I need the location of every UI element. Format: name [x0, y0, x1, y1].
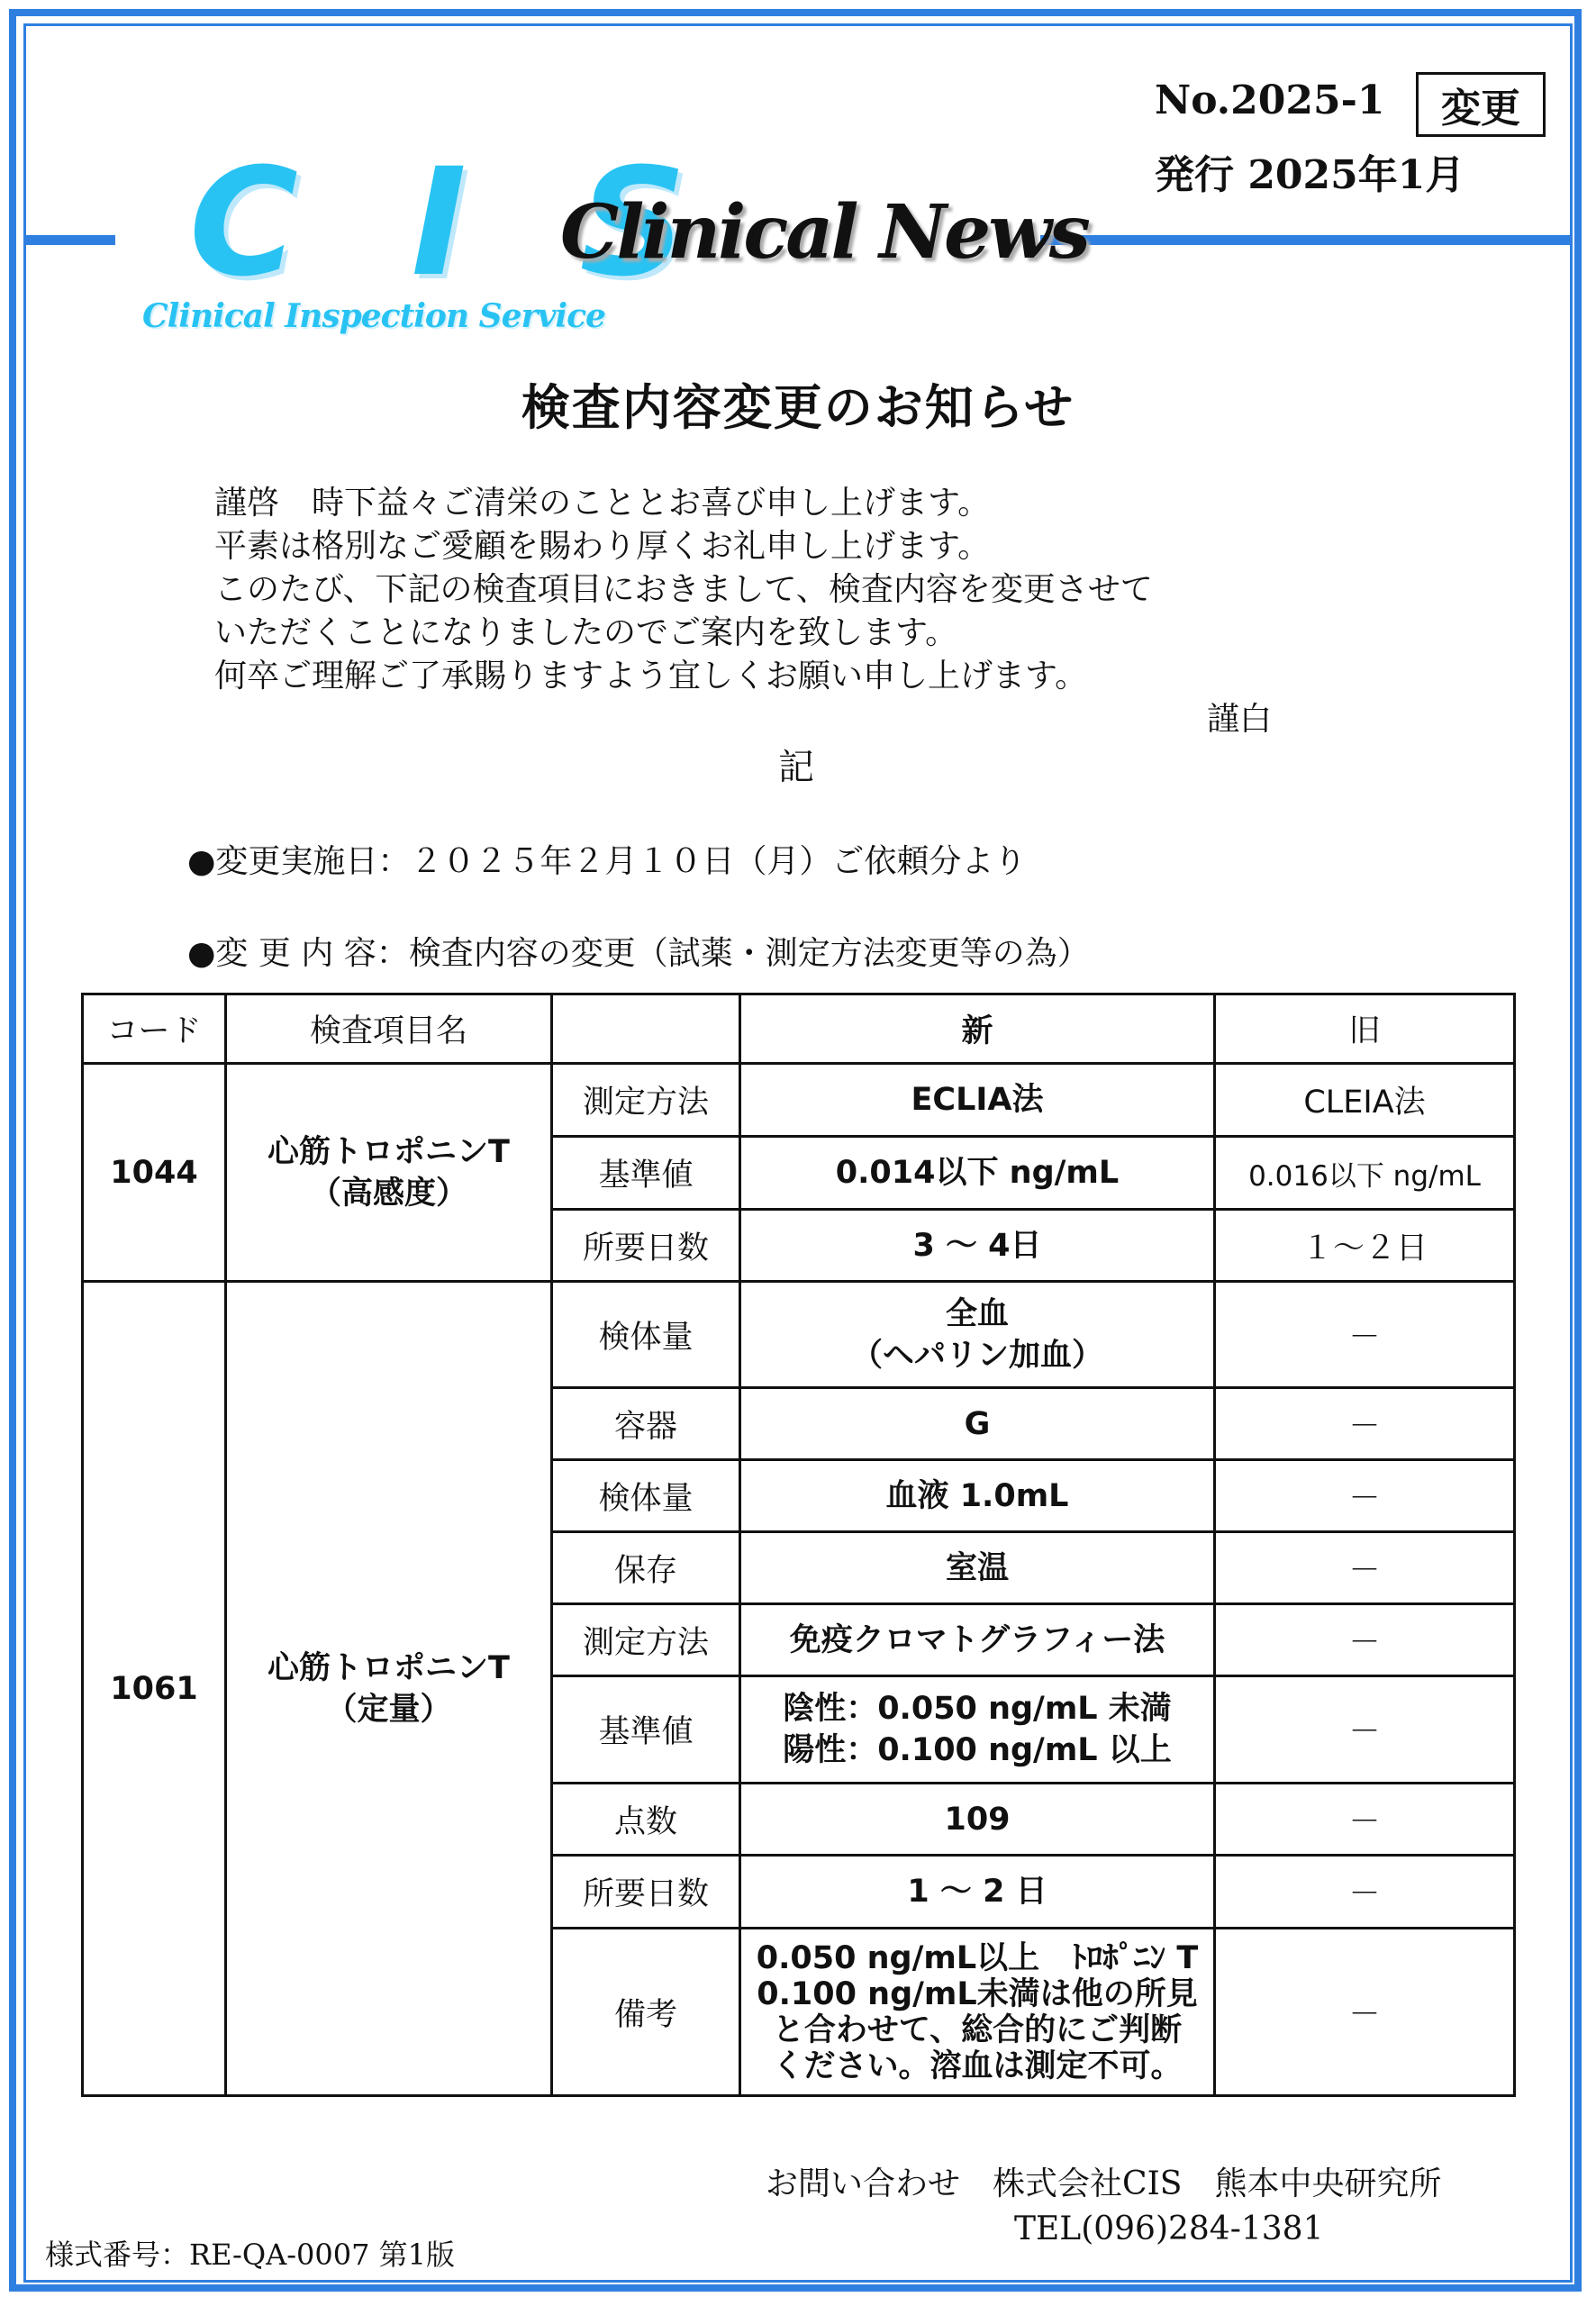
new-value [740, 1282, 1215, 1388]
header-rule-left [23, 235, 115, 245]
new-value: 免疫クロマトグラフィー法 [740, 1604, 1215, 1676]
table-row [83, 1064, 1515, 1137]
row-label: 測定方法 [552, 1064, 740, 1137]
cis-logo: C I S [189, 136, 718, 309]
item-name-line: 心筋トロポニンT [268, 1649, 510, 1686]
form-number: 様式番号：RE-QA-0007 第1版 [45, 2238, 455, 2272]
table-header-row [83, 994, 1515, 1064]
greeting-line: いただくことになりましたのでご案内を致します。 [214, 614, 958, 651]
row-label: 容器 [552, 1388, 740, 1460]
header-new: 新 [740, 994, 1215, 1064]
row-label: 基準値 [552, 1137, 740, 1210]
new-value: 血液 1.0mL [740, 1460, 1215, 1532]
old-value: 0.016以下 ng/mL [1215, 1137, 1515, 1210]
ki-heading: 記 [778, 747, 814, 788]
contact-info [766, 2162, 1441, 2252]
greeting-paragraph [214, 482, 1153, 698]
new-value: 0.014以下 ng/mL [740, 1137, 1215, 1210]
logo-subtitle: Clinical Inspection Service [142, 297, 605, 335]
remark-line: ください。溶血は測定不可。 [772, 2047, 1183, 2084]
test-item-name [226, 1064, 552, 1282]
old-value: － [1215, 1282, 1515, 1388]
contact-label: お問い合わせ [766, 2165, 961, 2202]
old-value: － [1215, 1388, 1515, 1460]
document-title: 検査内容変更のお知らせ [521, 378, 1075, 436]
remark-value [740, 1929, 1215, 2096]
contact-company: 株式会社CIS 熊本中央研究所 [993, 2165, 1442, 2202]
row-label: 保存 [552, 1532, 740, 1604]
change-badge: 変更 [1416, 72, 1546, 137]
greeting-line: このたび、下記の検査項目におきまして、検査内容を変更させて [214, 571, 1153, 608]
row-label: 所要日数 [552, 1210, 740, 1282]
issue-number: No.2025-1 [1155, 77, 1385, 123]
table-row [83, 1282, 1515, 1388]
new-value: G [740, 1388, 1215, 1460]
greeting-line: 謹啓 時下益々ご清栄のこととお喜び申し上げます。 [214, 485, 991, 522]
row-label: 所要日数 [552, 1856, 740, 1929]
old-value: － [1215, 1604, 1515, 1676]
old-value: － [1215, 1460, 1515, 1532]
new-value: 1 ～ 2 日 [740, 1856, 1215, 1929]
header-code: コード [83, 994, 226, 1064]
newsletter-title: Clinical News [560, 189, 1088, 276]
header-old: 旧 [1215, 994, 1515, 1064]
row-label: 検体量 [552, 1460, 740, 1532]
test-code: 1044 [83, 1064, 226, 1282]
row-label: 検体量 [552, 1282, 740, 1388]
greeting-line: 何卒ご理解ご了承賜りますよう宜しくお願い申し上げます。 [214, 658, 1088, 695]
old-value: － [1215, 1532, 1515, 1604]
new-value: 3 ～ 4日 [740, 1210, 1215, 1282]
new-value-line: 全血 [945, 1295, 1009, 1332]
new-value [740, 1676, 1215, 1784]
new-value-line: 陽性：0.100 ng/mL 以上 [783, 1732, 1172, 1768]
contact-line [766, 2162, 1441, 2207]
header-attr [552, 994, 740, 1064]
test-code: 1061 [83, 1282, 226, 2096]
remark-line: 0.100 ng/mL未満は他の所見 [757, 1975, 1198, 2012]
test-item-name [226, 1282, 552, 2096]
issue-date: 発行 2025年1月 [1155, 152, 1465, 198]
header-item: 検査項目名 [226, 994, 552, 1064]
old-value: － [1215, 1856, 1515, 1929]
item-name-line: 心筋トロポニンT [268, 1133, 510, 1170]
row-label: 点数 [552, 1784, 740, 1856]
greeting-line: 平素は格別なご愛顧を賜わり厚くお礼申し上げます。 [214, 528, 991, 565]
new-value: 室温 [740, 1532, 1215, 1604]
old-value: － [1215, 1676, 1515, 1784]
change-content: ●変 更 内 容：検査内容の変更（試薬・測定方法変更等の為） [187, 935, 1090, 972]
remark-line: 0.050 ng/mL以上 ﾄﾛﾎﾟﾆﾝ T [756, 1939, 1199, 1976]
new-value: 109 [740, 1784, 1215, 1856]
change-table [81, 993, 1516, 2097]
remark-line: と合わせて、総合的にご判断 [772, 2011, 1183, 2048]
row-label: 備考 [552, 1929, 740, 2096]
new-value-line: 陰性：0.050 ng/mL 未満 [783, 1691, 1172, 1727]
old-value: － [1215, 1784, 1515, 1856]
row-label: 基準値 [552, 1676, 740, 1784]
old-value: － [1215, 1929, 1515, 2096]
old-value: １～２日 [1215, 1210, 1515, 1282]
effective-date: ●変更実施日：２０２５年２月１０日（月）ご依頼分より [187, 843, 1027, 880]
item-name-line: （高感度） [309, 1175, 467, 1212]
row-label: 測定方法 [552, 1604, 740, 1676]
new-value-line: （ヘパリン加血） [850, 1337, 1103, 1374]
old-value: CLEIA法 [1215, 1064, 1515, 1137]
closing-word: 謹白 [1207, 701, 1273, 738]
header-rule-right [1040, 235, 1573, 245]
item-name-line: （定量） [325, 1691, 452, 1728]
new-value: ECLIA法 [740, 1064, 1215, 1137]
contact-tel: TEL(096)284-1381 [1014, 2211, 1324, 2247]
